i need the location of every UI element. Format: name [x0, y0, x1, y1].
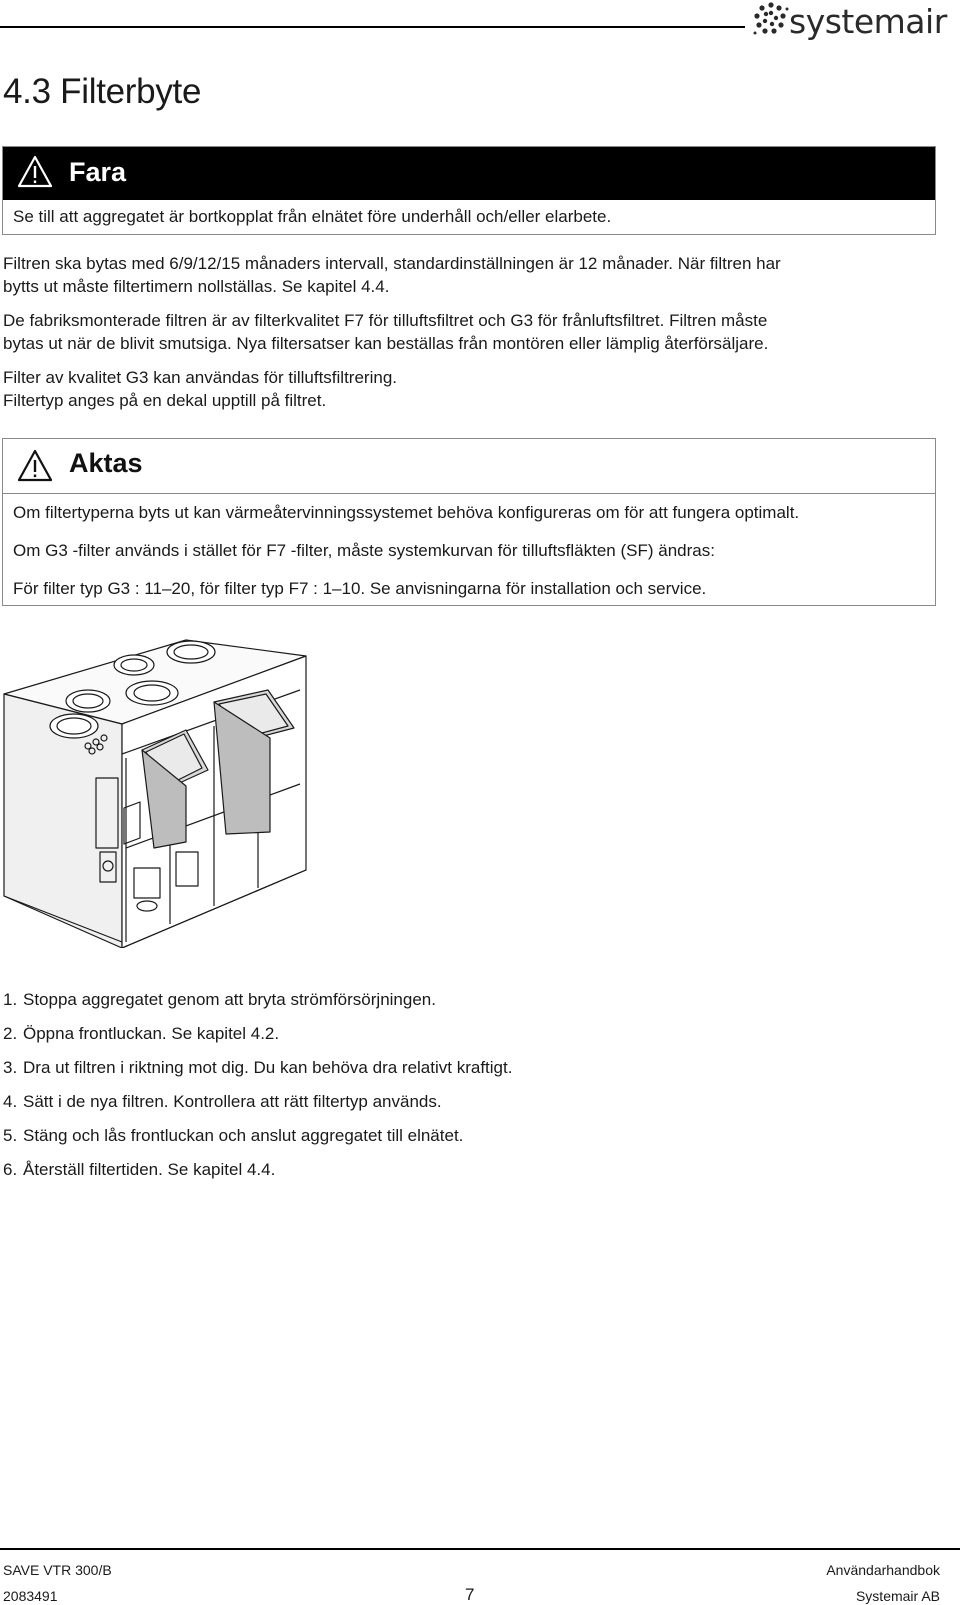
caution-text-line: Om filtertyperna byts ut kan värmeåtervinningssystemet behöva konfigureras om för att fungera optimalt.: [13, 503, 800, 522]
step-item: [3, 1024, 512, 1058]
ventilation-unit-drawing: [0, 638, 310, 948]
footer-model: SAVE VTR 300/B: [3, 1562, 112, 1578]
step-text: Återställ filtertiden. Se kapitel 4.4.: [23, 1160, 276, 1179]
step-number: 2.: [3, 1024, 18, 1043]
steps-list: [3, 990, 512, 1194]
step-item: [3, 1092, 512, 1126]
text-line: De fabriksmonterade filtren är av filterkvalitet F7 för tilluftsfiltret och G3 för frånluftsfiltret. Filtren måste: [3, 311, 768, 330]
header-rule: [0, 26, 745, 28]
step-number: 1.: [3, 990, 18, 1009]
paragraph-filter-quality: [3, 309, 933, 355]
caution-divider: [3, 493, 935, 494]
step-item: [3, 1058, 512, 1092]
danger-box: [2, 146, 936, 235]
caution-box: [2, 438, 936, 606]
step-number: 6.: [3, 1160, 18, 1179]
page-title: 4.3 Filterbyte: [3, 72, 202, 111]
step-text: Stoppa aggregatet genom att bryta strömförsörjningen.: [23, 990, 436, 1009]
text-line: Filtertyp anges på en dekal upptill på filtret.: [3, 391, 327, 410]
text-line: bytts ut måste filtertimern nollställas. Se kapitel 4.4.: [3, 277, 390, 296]
systemair-logo: [753, 0, 960, 40]
caution-text-line: Om G3 -filter används i stället för F7 -filter, måste systemkurvan för tilluftsfläkten (SF) ändras:: [13, 541, 715, 560]
caution-text-line: För filter typ G3 : 11–20, för filter typ F7 : 1–10. Se anvisningarna för installation och service.: [13, 579, 707, 598]
warning-triangle-icon: [17, 155, 53, 189]
text-line: Filtren ska bytas med 6/9/12/15 månaders intervall, standardinställningen är 12 månader. När filtren har: [3, 254, 781, 273]
page-number: 7: [465, 1585, 475, 1604]
brand-name: systemair: [789, 2, 947, 41]
text-line: bytas ut när de blivit smutsiga. Nya filtersatser kan beställas från montören eller lämplig återförsäljare.: [3, 334, 769, 353]
danger-text: Se till att aggregatet är bortkopplat från elnätet före underhåll och/eller elarbete.: [13, 207, 612, 226]
step-item: [3, 1160, 512, 1194]
danger-title: Fara: [69, 157, 127, 187]
footer-rule: [0, 1548, 960, 1550]
step-text: Dra ut filtren i riktning mot dig. Du kan behöva dra relativt kraftigt.: [23, 1058, 513, 1077]
logo-dots-icon: [753, 0, 789, 40]
step-text: Sätt i de nya filtren. Kontrollera att rätt filtertyp används.: [23, 1092, 442, 1111]
unit-filter-illustration: [0, 638, 310, 948]
warning-triangle-icon: [17, 449, 53, 483]
step-number: 3.: [3, 1058, 18, 1077]
text-line: Filter av kvalitet G3 kan användas för tilluftsfiltrering.: [3, 368, 397, 387]
step-number: 5.: [3, 1126, 18, 1145]
footer-company: Systemair AB: [855, 1588, 940, 1604]
paragraph-filter-interval: [3, 252, 933, 298]
footer-doc-number: 2083491: [3, 1588, 58, 1604]
step-text: Öppna frontluckan. Se kapitel 4.2.: [23, 1024, 280, 1043]
footer-doc-type: Användarhandbok: [826, 1562, 940, 1578]
caution-title: Aktas: [69, 448, 143, 478]
danger-title-bar: [3, 147, 935, 200]
step-item: [3, 1126, 512, 1160]
step-item: [3, 990, 512, 1024]
paragraph-filter-type: [3, 366, 933, 412]
step-text: Stäng och lås frontluckan och anslut aggregatet till elnätet.: [23, 1126, 464, 1145]
step-number: 4.: [3, 1092, 18, 1111]
